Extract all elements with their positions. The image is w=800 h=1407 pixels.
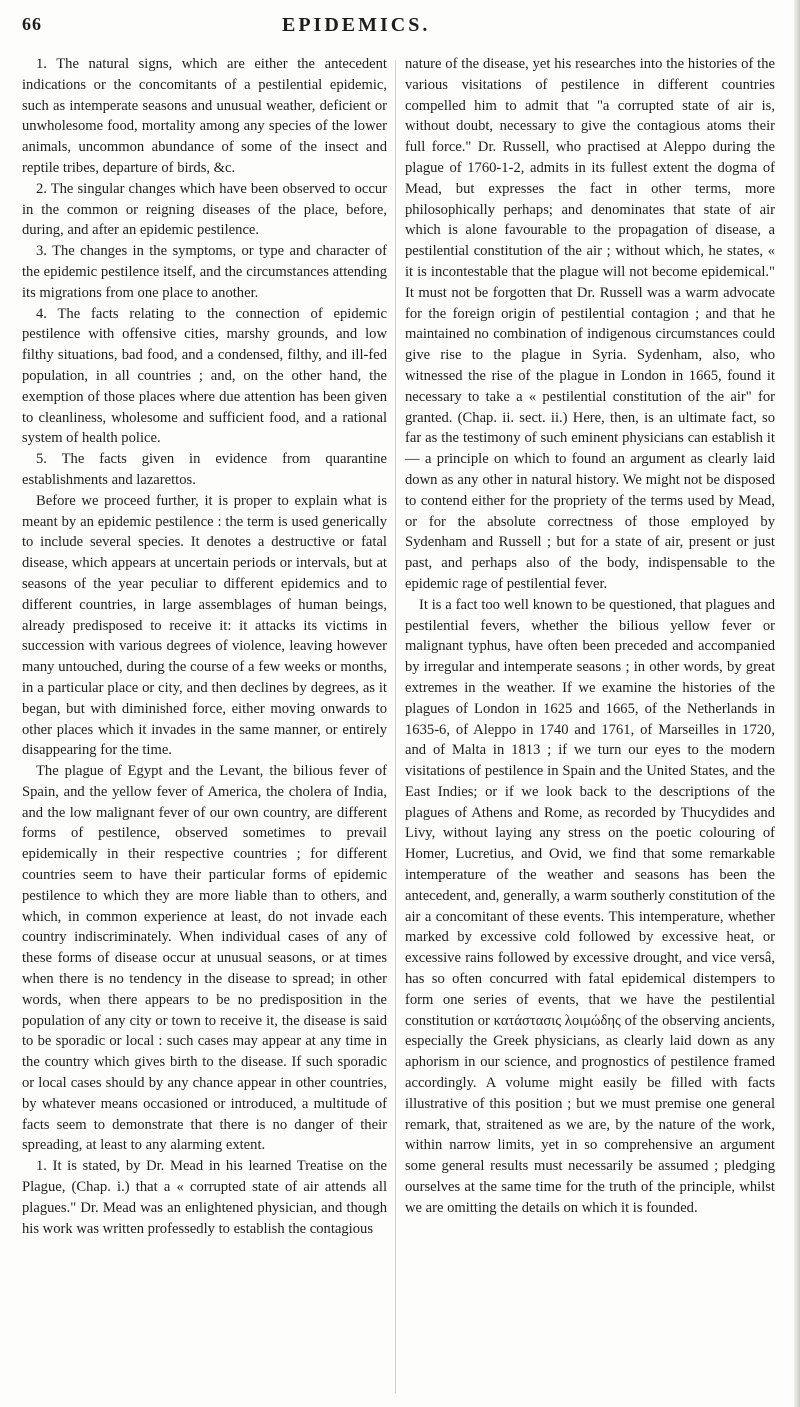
running-title: EPIDEMICS.	[282, 14, 431, 36]
paragraph: The plague of Egypt and the Levant, the bilious fever of Spain, and the yellow fever of America, the cholera of India, and the low malignant fever of our own country, are different forms of pestilence, observed sometimes to prevail epidemically in their respective countries ; for different countries seem to have their particular forms of epidemic pestilence to which they are more liable than to others, and which, in common experience at least, do not invade each country indiscriminately. When individual cases of any of these forms of disease occur at unusual seasons, or at times when there is no tendency in the disease to spread; in other words, when there appears to be no predisposition in the population of any city or town to receive it, the disease is said to be sporadic or local : such cases may appear at any time in the country which gives birth to the disease. If such sporadic or local cases should by any chance appear in other countries, by whatever means occasioned or introduced, a multitude of facts seem to demonstrate that there is no danger of their spreading, at least to any alarming extent.	[22, 763, 387, 1154]
column-divider	[395, 60, 396, 1393]
paragraph: Before we proceed further, it is proper to explain what is meant by an epidemic pestilence : the term is used generically to include several species. It denotes a destructive or fatal disease, which appears at uncertain periods or intervals, but at seasons of the year peculiar to different epidemics and to different countries, in large assemblages of human beings, already predisposed to receive it: it attacks its victims in succession with various degrees of violence, leaving however many untouched, during the course of a few weeks or months, in a particular place or city, and then declines by degrees, as it began, but with diminished force, either moving onwards to other places which it invades in the same manner, or entirely disappearing for the time.	[22, 492, 387, 759]
paragraph: 1. It is stated, by Dr. Mead in his learned Treatise on the Plague, (Chap. i.) that a « corrupted state of air attends all plagues." Dr. Mead was an enlightened physician, and though his work was written professedly to establish the contagious	[22, 1158, 387, 1237]
paragraph: 3. The changes in the symptoms, or type and character of the epidemic pestilence itself, and the circumstances attending its migrations from one place to another.	[22, 243, 387, 301]
left-column	[22, 54, 387, 1239]
paragraph: nature of the disease, yet his researches into the histories of the various visitations of pestilence in different countries compelled him to admit that "a corrupted state of air is, without doubt, necessary to give the contagious atoms their full force." Dr. Russell, who practised at Aleppo during the plague of 1760-1-2, admits in its fullest extent the dogma of Mead, but expresses the fact in other terms, more philosophically perhaps; and denominates that state of air which is alone favourable to the propagation of disease, a pestilential constitution of the air ; without which, he states, « it is incontestable that the plague will not become epidemical." It must not be forgotten that Dr. Russell was a warm advocate for the foreign origin of pestilential contagion ; and that he maintained no combination of indigenous circumstances could give rise to the plague in Syria. Sydenham, also, who witnessed the rise of the plague in London in 1665, found it necessary to take a « pestilential constitution of the air" for granted. (Chap. ii. sect. ii.) Here, then, is an ultimate fact, so far as the testimony of such eminent physicians can establish it — a principle on which to found an argument as clearly laid down as any other in natural history. We might not be disposed to contend either for the propriety of the terms used by Mead, or for the absolute correctness of those employed by Sydenham and Russell ; but for a state of air, present or just past, and perhaps also of the body, indispensable to the epidemic rage of pestilential fever.	[405, 56, 775, 592]
right-column	[405, 54, 775, 1219]
paragraph: 1. The natural signs, which are either the antecedent indications or the concomitants of a pestilential epidemic, such as intemperate seasons and unusual weather, deficient or unwholesome food, mortality among any species of the lower animals, uncommon abundance of some of the insect and reptile tribes, departure of birds, &c.	[22, 56, 387, 176]
paragraph: It is a fact too well known to be questioned, that plagues and pestilential fevers, whether the bilious yellow fever or malignant typhus, have often been preceded and accompanied by irregular and intemperate seasons ; in other words, by great extremes in the weather. If we examine the histories of the plagues of London in 1625 and 1665, of the Netherlands in 1635-6, of Aleppo in 1740 and 1761, of Marseilles in 1720, and of Malta in 1813 ; if we turn our eyes to the modern visitations of pestilence in Spain and the United States, and the East Indies; or if we look back to the descriptions of the plagues of Athens and Rome, as recorded by Thucydides and Livy, without laying any stress on the poetic colouring of Homer, Lucretius, and Ovid, we find that some remarkable intemperature of the weather and seasons has been the antecedent, and, generally, a warm southerly constitution of the air a concomitant of these events. This intemperature, whether marked by excessive cold followed by excessive heat, or excessive rains followed by excessive drought, and vice versâ, has so often concurred with fatal epidemical distempers to form one series of events, that we have the pestilential constitution or κατάστασις λοιμώδης of the observing ancients, especially the Greek physicians, as clearly laid down as any aphorism in our science, and prognostics of pestilence framed accordingly. A volume might easily be filled with facts illustrative of this position ; but we must premise one general remark, that, straitened as we are, by the nature of the work, within narrow limits, yet in so comprehensive an argument some general results must necessarily be assumed ; pledging ourselves at the same time for the truth of the principle, whilst we are omitting the details on which it is founded.	[405, 596, 775, 1216]
page-edge-shadow	[794, 0, 800, 1407]
paragraph: 2. The singular changes which have been observed to occur in the common or reigning diseases of the place, before, during, and after an epidemic pestilence.	[22, 180, 387, 239]
page-header	[22, 14, 778, 44]
paragraph: 4. The facts relating to the connection of epidemic pestilence with offensive cities, marshy grounds, and low filthy situations, bad food, and a condensed, filthy, and ill-fed population, in all countries ; and, on the other hand, the exemption of those places where due attention has been given to cleanliness, wholesome and sufficient food, and a rational system of health police.	[22, 305, 387, 447]
paragraph: 5. The facts given in evidence from quarantine establishments and lazarettos.	[22, 451, 387, 488]
page-number: 66	[22, 14, 42, 34]
